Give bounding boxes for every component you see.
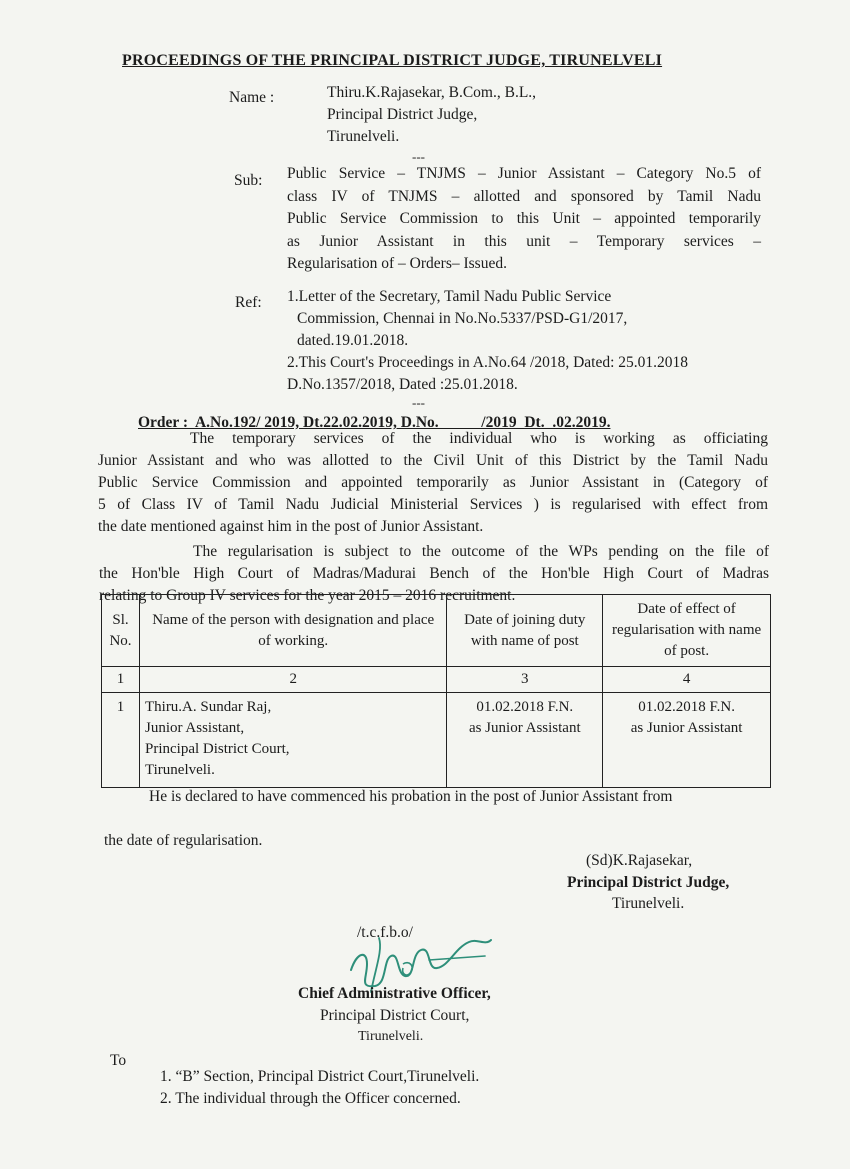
- paragraph-line: Junior Assistant and who was allotted to the Civil Unit of this District by the Tamil Nadu: [98, 452, 768, 469]
- reference-line: 1.Letter of the Secretary, Tamil Nadu Public Service: [287, 288, 612, 305]
- column-number: 3: [447, 667, 603, 693]
- tcfbo-mark: /t.c.f.b.o/: [357, 924, 413, 941]
- column-number-row: [102, 667, 771, 693]
- paragraph-line: The temporary services of the individual who is working as officiating: [190, 430, 768, 447]
- subject-line: Public Service Commission to this Unit – appointed temporarily: [287, 210, 761, 227]
- order-paragraph-1: [98, 428, 768, 538]
- signature-name: (Sd)K.Rajasekar,: [586, 852, 693, 869]
- reference-line: D.No.1357/2018, Dated :25.01.2018.: [287, 376, 518, 393]
- subject-line: Public Service – TNJMS – Junior Assistant – Category No.5 of: [287, 165, 761, 182]
- row-effect-line: 01.02.2018 F.N.: [638, 699, 735, 715]
- row-joining-line: as Junior Assistant: [468, 720, 581, 736]
- row-name-line: Tirunelveli.: [144, 762, 215, 778]
- ref-label: Ref:: [235, 294, 262, 311]
- paragraph-line: The regularisation is subject to the outcome of the WPs pending on the file of: [193, 543, 769, 560]
- column-header-joining: Date of joining duty with name of post: [447, 595, 603, 667]
- to-item: 2. The individual through the Officer concerned.: [160, 1090, 461, 1107]
- paragraph-line: relating to Group IV services for the year 2015 – 2016 recruitment.: [99, 587, 516, 604]
- column-header-sl-no: Sl. No.: [102, 595, 140, 667]
- column-number: 2: [139, 667, 446, 693]
- row-effect-line: as Junior Assistant: [630, 720, 743, 736]
- name-label: Name :: [229, 89, 275, 106]
- row-effect-cell: [603, 693, 771, 788]
- regularisation-table: [101, 594, 771, 788]
- name-line: Principal District Judge,: [327, 106, 478, 123]
- name-line: Thiru.K.Rajasekar, B.Com., B.L.,: [327, 84, 537, 101]
- paragraph-line: 5 of Class IV of Tamil Nadu Judicial Ministerial Services ) is regularised with effect from: [98, 496, 768, 513]
- row-name-line: Principal District Court,: [144, 741, 290, 757]
- subject-line: Regularisation of – Orders– Issued.: [287, 255, 507, 272]
- subject-line: as Junior Assistant in this unit – Temporary services –: [287, 232, 761, 250]
- probation-line-2: the date of regularisation.: [104, 832, 263, 849]
- column-number: 4: [603, 667, 771, 693]
- subject-block: [287, 163, 761, 276]
- signature-designation: Principal District Judge,: [567, 874, 730, 891]
- paragraph-line: the Hon'ble High Court of Madras/Madurai Bench of the Hon'ble High Court of Madras: [99, 565, 769, 582]
- reference-line: 2.This Court's Proceedings in A.No.64 /2018, Dated: 25.01.2018: [287, 354, 689, 371]
- officer-place: Tirunelveli.: [358, 1029, 424, 1044]
- row-sl-no: 1: [102, 693, 140, 788]
- officer-court: Principal District Court,: [320, 1007, 470, 1024]
- order-heading: Order : A.No.192/ 2019, Dt.22.02.2019, D.No. /2019 Dt. .02.2019.: [138, 414, 611, 431]
- probation-line: He is declared to have commenced his probation in the post of Junior Assistant from: [149, 788, 673, 805]
- to-label: To: [110, 1052, 127, 1069]
- paragraph-line: Public Service Commission and appointed temporarily as Junior Assistant in (Category of: [98, 474, 768, 491]
- signature-place: Tirunelveli.: [612, 895, 685, 912]
- reference-line: dated.19.01.2018.: [297, 332, 409, 349]
- table-header-row: [102, 595, 771, 667]
- column-header-name: Name of the person with designation and place of working.: [139, 595, 446, 667]
- document-heading: PROCEEDINGS OF THE PRINCIPAL DISTRICT JUDGE, TIRUNELVELI: [122, 52, 663, 69]
- sub-label: Sub:: [234, 172, 263, 189]
- row-joining-cell: [447, 693, 603, 788]
- separator: ---: [412, 395, 425, 410]
- row-joining-line: 01.02.2018 F.N.: [476, 699, 574, 715]
- column-header-effect: Date of effect of regularisation with name of post.: [603, 595, 771, 667]
- row-name-line: Junior Assistant,: [144, 720, 245, 736]
- row-name-cell: [139, 693, 446, 788]
- table-row: [102, 693, 771, 788]
- row-name-line: Thiru.A. Sundar Raj,: [144, 699, 272, 715]
- reference-block: [287, 286, 688, 396]
- name-line: Tirunelveli.: [327, 128, 400, 145]
- paragraph-line: the date mentioned against him in the post of Junior Assistant.: [98, 518, 484, 535]
- name-block: [327, 82, 536, 148]
- separator: ---: [412, 149, 425, 164]
- column-number: 1: [102, 667, 140, 693]
- to-item: 1. “B” Section, Principal District Court,Tirunelveli.: [160, 1068, 480, 1085]
- reference-line: Commission, Chennai in No.No.5337/PSD-G1/2017,: [297, 310, 628, 327]
- officer-title: Chief Administrative Officer,: [298, 985, 491, 1002]
- subject-line: class IV of TNJMS – allotted and sponsored by Tamil Nadu: [287, 187, 761, 205]
